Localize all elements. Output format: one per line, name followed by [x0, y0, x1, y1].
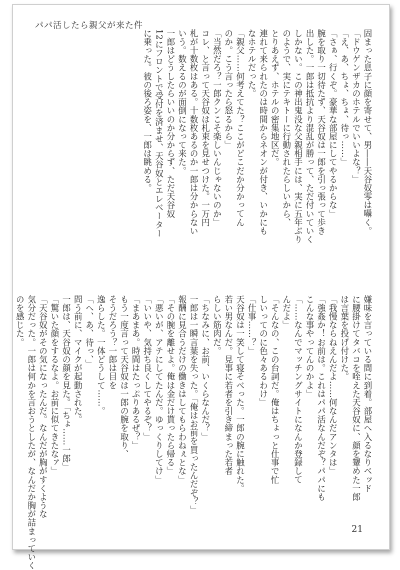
page-number: 21 [351, 525, 363, 535]
document-page [12, 4, 390, 570]
running-header: パパ活したら親父が来た件 [35, 21, 144, 31]
text-block-bottom: 嫌味を言っている間に到着。部屋へ入るなりベッド に腰掛けてタバコを咥えた天谷奴に、顔を顰めた一郎 は言葉を投げ付けた。 「我慢ならねえんだよ……何なんだアンタは」 「強姦か！お前は。これはパパ活なんだぞ？パパにも こんな事やってんのかよ」 「……なんでマッチングサイトになんか登録して んだよ」 「そんなの、この台詞だ。俺はちょっと仕事で忙 しいってのに色々あるわけ」 「仕事……？」 天谷奴は一笑して寝そべった。一郎の腕に触れた。 若い男なんだ。見事に若者を引き締まった若者 らしい筋肉だ。 「ちなみに、お前、いくらなんだ？」 一郎は一瞬言葉を失った。「俺はお前を買ったんだぞ？」 報酬に見合うだけの働きはしてもらわねぇとな」 「その腕を離せよ。俺は金だけ貰ったら帰る」 「悪いが、アテにしてたんだ。ゆっくりしてけ」 「いいや、気持ち良くしてやるぞ？」 「まあまあ。時間はたっぷりあるぜ？」 もう一度言って天谷奴は一郎の腕を取り、 そうだろう？一郎は目を 逸らした。一体どうして……。 「へ、あ、待っ、」 問う前に、マイクが起動された。 一郎は、天谷奴の顔を見た。「ちょ……一郎」 「驚いた顔をするなよ。お前に似てきたなァ」 「天谷奴がその気になったんだ。なんだが胸がすくような 気分だった。一郎は何かを言おうとしたが、なんだか胸が詰まっていく のを感じた。 [15, 295, 373, 570]
text-block-top: 固まった息子に顔を寄せて、男――天谷奴零は囁く。 「ドウゲンザカのホテルでいいよな？」 「え、あ、ちょ、ちょ、待っ……」 「さぁ、行くぞ。豪華な部屋にしてやるからな」 腕を取り一切待たず、天谷奴は一郎を引っ張って歩き 出した。一郎は抵抗より混乱が勝って、ただ付いていく しかない。この神出鬼没な父親相手には、実に五年ぶり のようで、実にテキトーに行動されたらしいから、 とりあえず、ホテルの密集地区だ。 連れて来られたのは時間からネオンが付き、いかにも なホテルだった。 「親父……何考えてた？ここがどこだか分かってん のか。こう言ったら怒るから」 「当然だろ？一郎クンこそ楽しいんじゃないのか」 コレ、と言って天谷奴は札束を見せつけた。一万円 札が十数枚はある。十数枚あるのか一郎は分からない いう。数えるのが面倒になって来た。 一郎はどうしたらいいのか分からず、ただ天谷奴 12にフロントで受付を済ませ、天谷奴とエレベーター に乗った。彼の後ろ姿を、一郎は眺める。 [142, 29, 373, 244]
